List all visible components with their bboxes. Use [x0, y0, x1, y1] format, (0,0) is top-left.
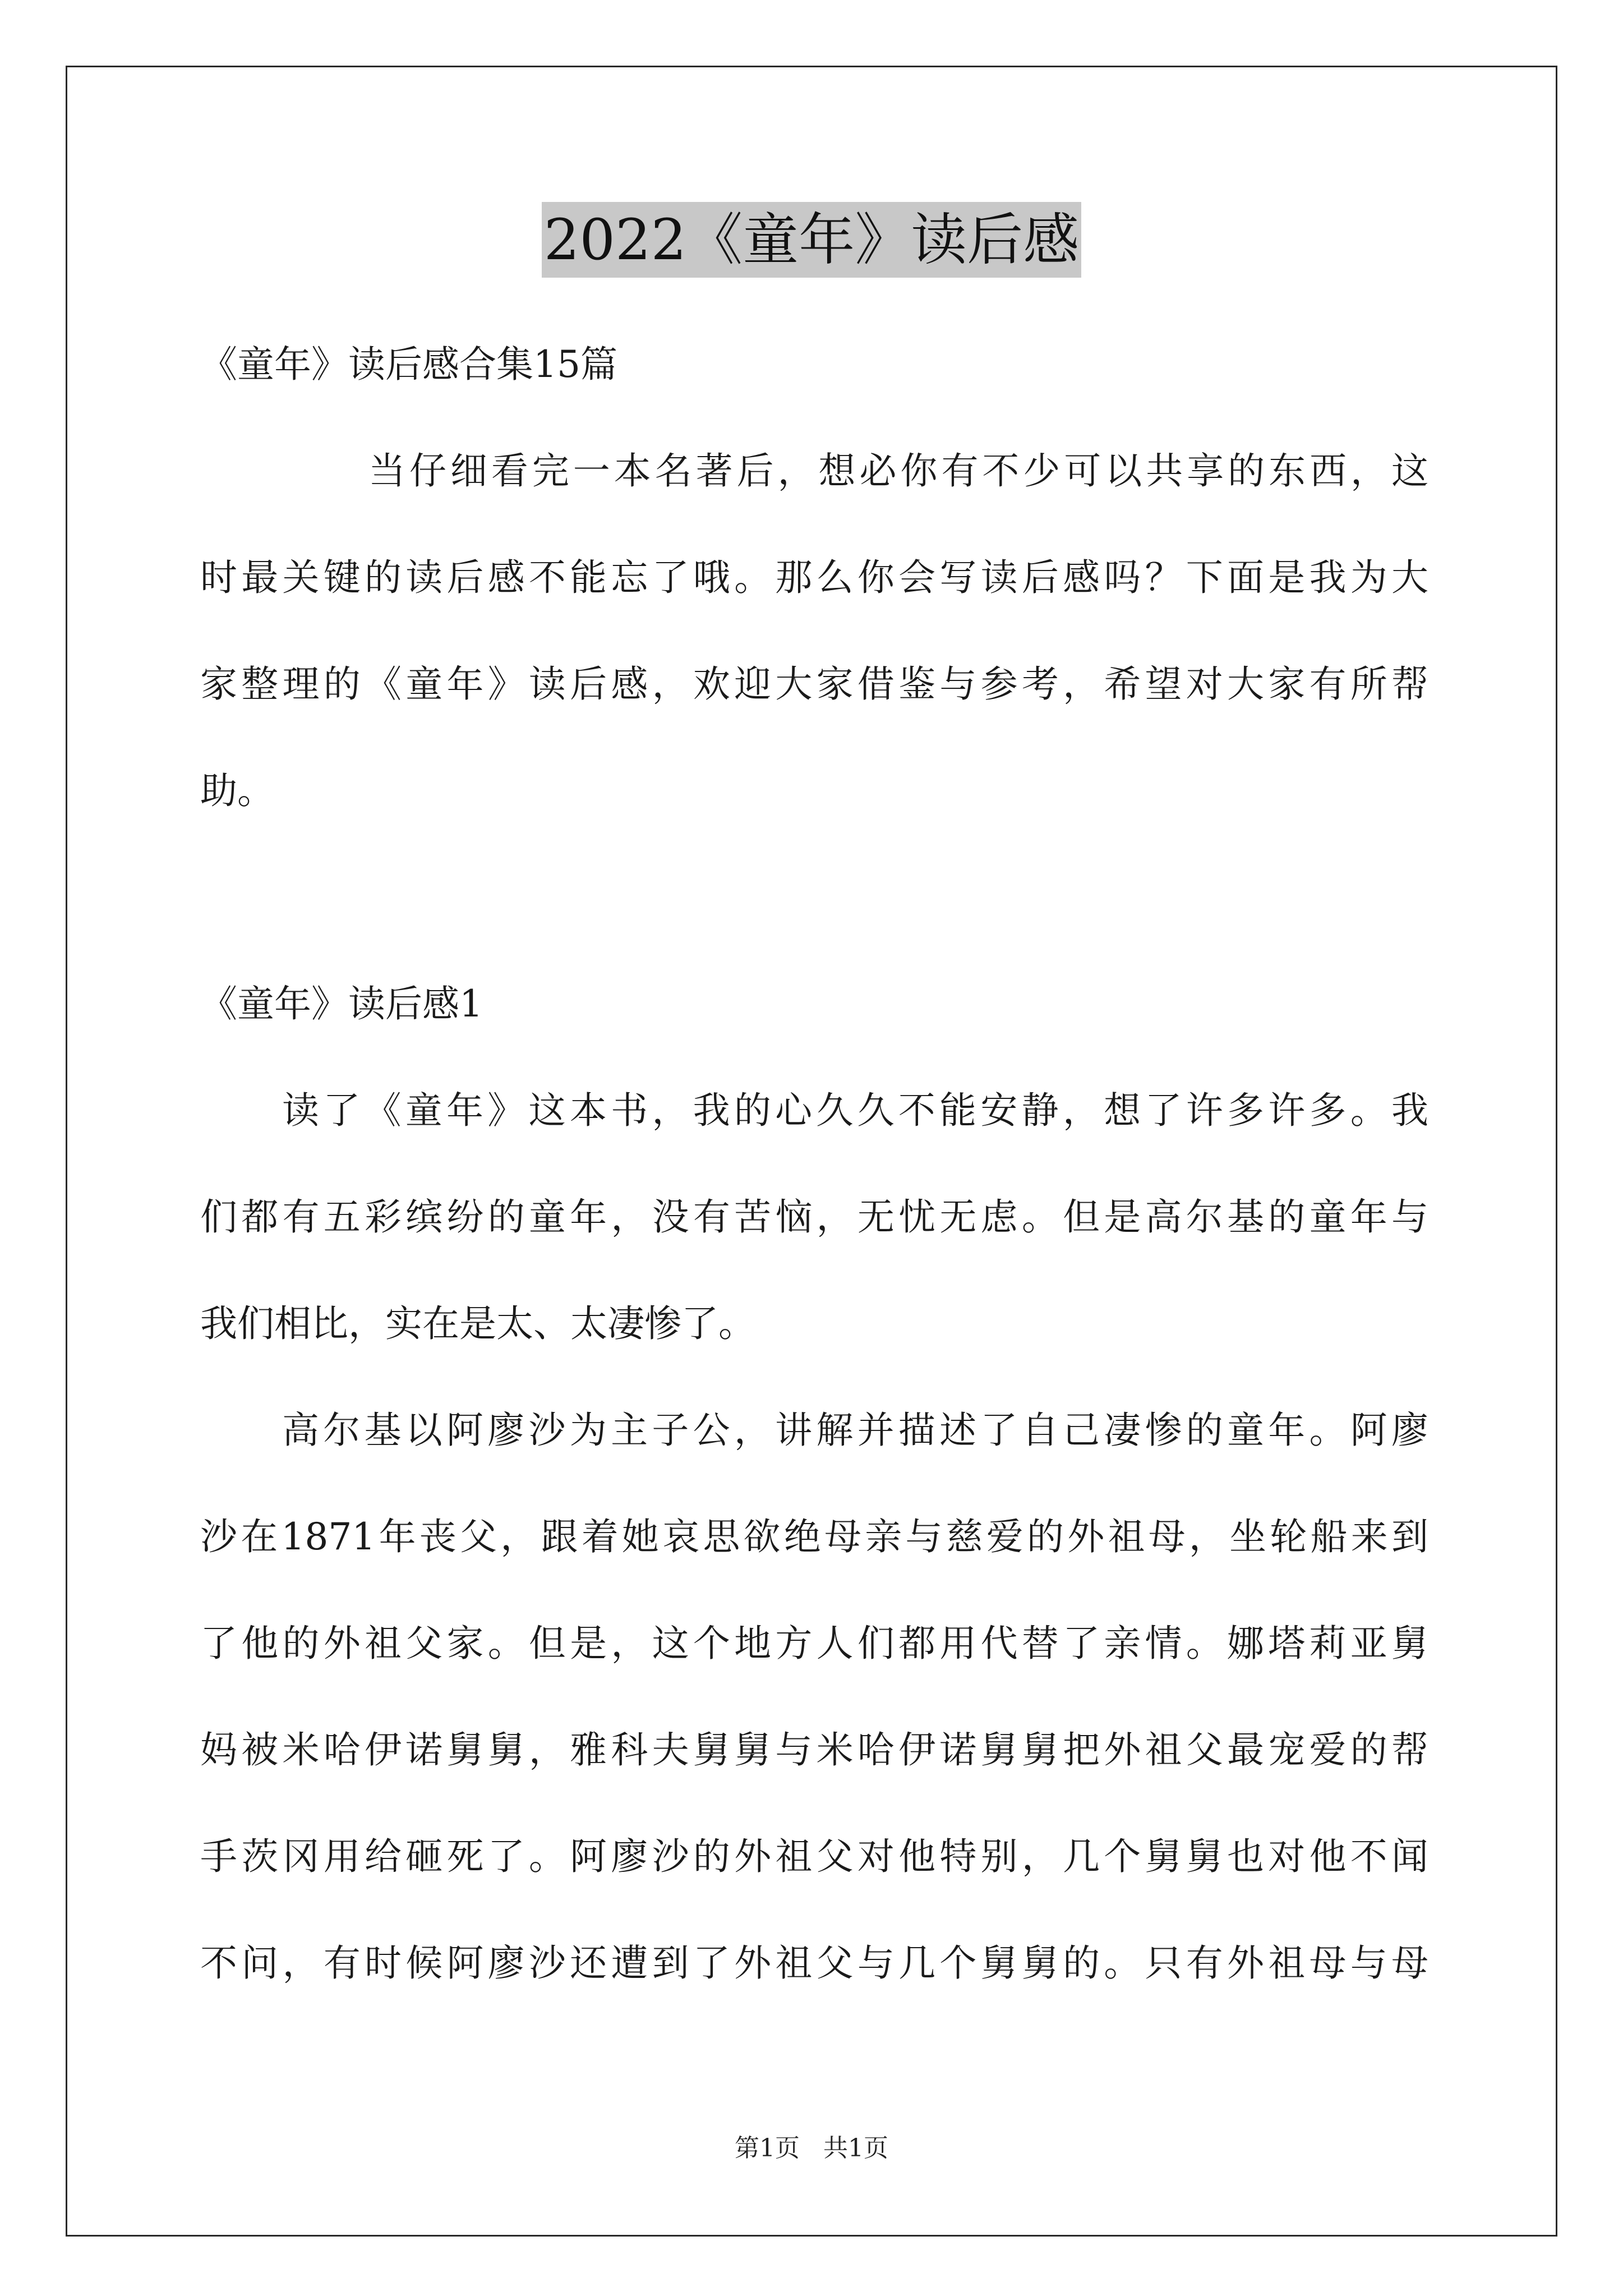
paragraph-line: 不问，有时候阿廖沙还遭到了外祖父与几个舅舅的。只有外祖母与母 — [200, 1941, 1428, 1985]
title-container — [0, 202, 1623, 278]
paragraph-line: 高尔基以阿廖沙为主子公，讲解并描述了自己凄惨的童年。阿廖 — [282, 1409, 1428, 1452]
paragraph-line: 了他的外祖父家。但是，这个地方人们都用代替了亲情。娜塔莉亚舅 — [200, 1622, 1428, 1665]
paragraph-line: 读了《童年》这本书，我的心久久不能安静，想了许多许多。我 — [282, 1089, 1428, 1132]
paragraph-line: 们都有五彩缤纷的童年，没有苦恼，无忧无虑。但是高尔基的童年与 — [200, 1195, 1428, 1239]
intro-line: 家整理的《童年》读后感，欢迎大家借鉴与参考，希望对大家有所帮 — [200, 662, 1428, 706]
intro-line: 当仔细看完一本名著后，想必你有不少可以共享的东西，这 — [368, 449, 1428, 493]
intro-line: 时最关键的读后感不能忘了哦。那么你会写读后感吗？下面是我为大 — [200, 556, 1428, 599]
document-body — [200, 311, 1428, 2017]
paragraph-line: 沙在1871年丧父，跟着她哀思欲绝母亲与慈爱的外祖母，坐轮船来到 — [200, 1515, 1428, 1558]
paragraph-line: 手茨冈用给砸死了。阿廖沙的外祖父对他特别，几个舅舅也对他不闻 — [200, 1835, 1428, 1878]
subtitle: 《童年》读后感合集15篇 — [200, 343, 617, 386]
page-number: 第1页 — [735, 2134, 800, 2162]
document-title: 2022《童年》读后感 — [542, 202, 1082, 278]
paragraph-line: 妈被米哈伊诺舅舅，雅科夫舅舅与米哈伊诺舅舅把外祖父最宠爱的帮 — [200, 1728, 1428, 1772]
page-total: 共1页 — [823, 2134, 888, 2162]
spacer — [200, 844, 1428, 951]
section-heading: 《童年》读后感1 — [200, 982, 483, 1025]
paragraph-line: 我们相比，实在是太、太凄惨了。 — [200, 1302, 755, 1345]
page-footer — [0, 2132, 1623, 2165]
intro-line: 助。 — [200, 769, 274, 812]
